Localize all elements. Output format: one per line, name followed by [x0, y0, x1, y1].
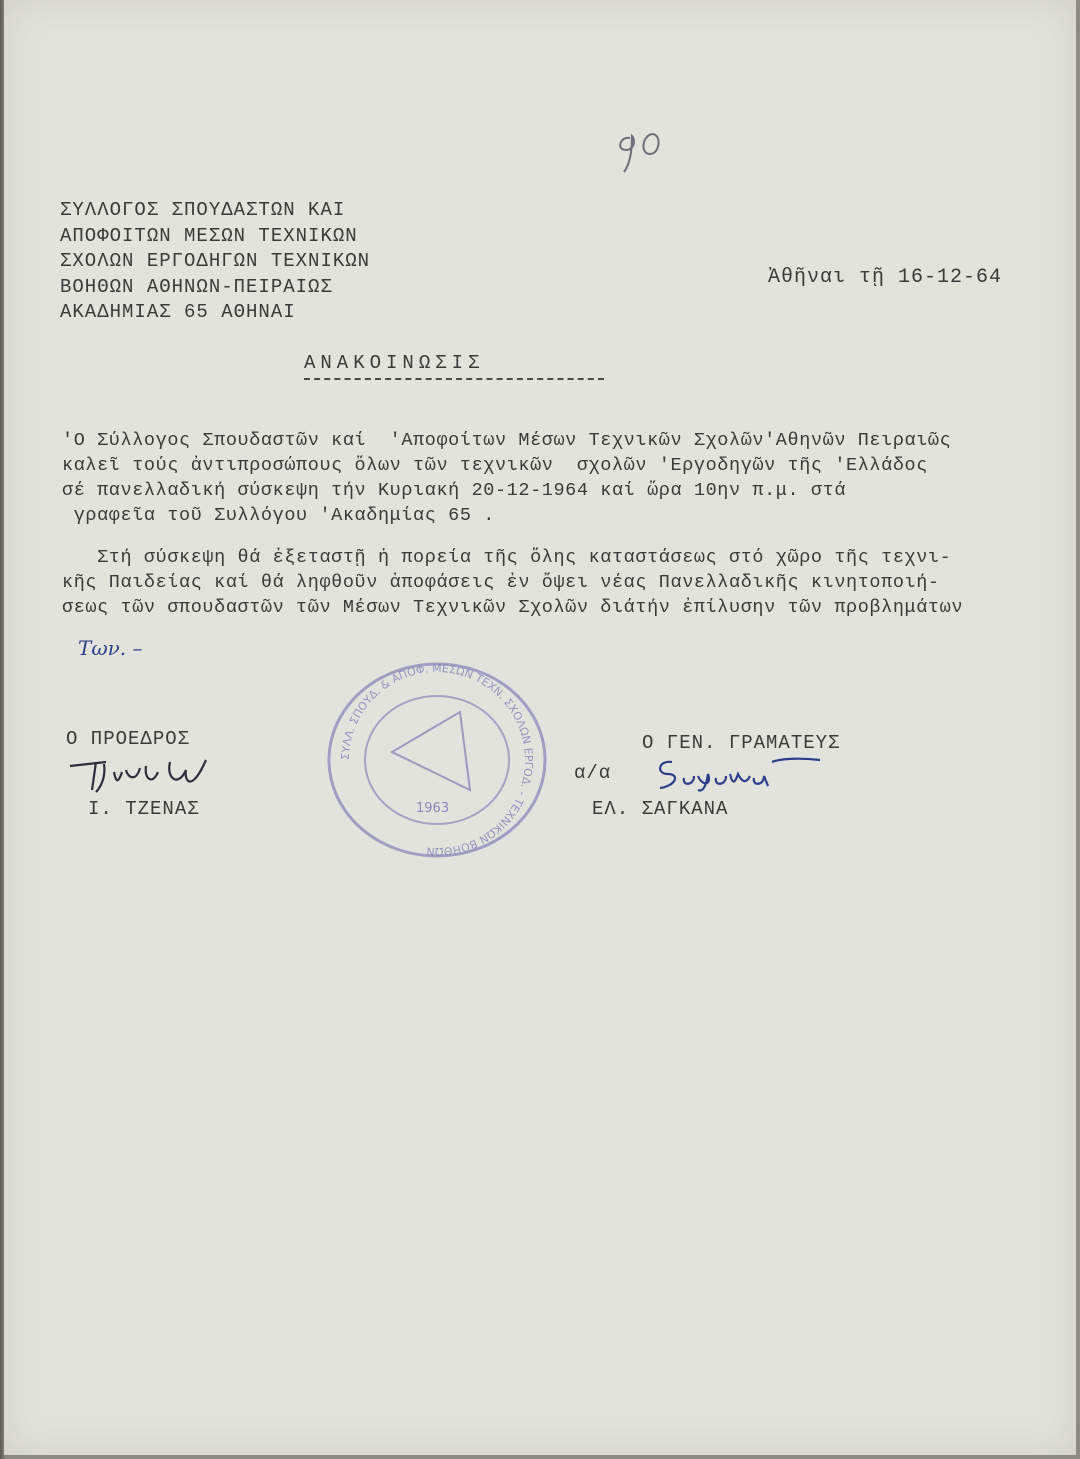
body-line: σέ πανελλαδική σύσκεψη τήν Κυριακή 20-12-1964 καί ὥρα 10ην π.μ. στά [62, 480, 847, 501]
body-line: Στή σύσκεψη θά ἐξεταστῇ ἡ πορεία τῆς ὅλης καταστάσεως στό χῶρο τῆς τεχνι- [62, 547, 952, 568]
sender-line: ΣΧΟΛΩΝ ΕΡΓΟΔΗΓΩΝ ΤΕΧΝΙΚΩΝ [60, 250, 371, 272]
sender-line: ΒΟΗΘΩΝ ΑΘΗΝΩΝ-ΠΕΙΡΑΙΩΣ [60, 275, 333, 298]
body-line: σεως τῶν σπουδαστῶν τῶν Μέσων Τεχνικῶν Σχολῶν διάτήν ἐπίλυσην τῶν προβλημάτων [62, 597, 964, 618]
sender-line: ΣΥΛΛΟΓΟΣ ΣΠΟΥΔΑΣΤΩΝ ΚΑΙ [60, 199, 346, 221]
handwritten-page-number [608, 120, 678, 180]
secretary-signature [654, 752, 824, 792]
body-line: κῆς Παιδείας καί θά ληφθοῦν ἀποφάσεις ἐν ὄψει νέας Πανελλαδικῆς κινητοποιή- [62, 572, 940, 593]
body-line: 'Ο Σύλλογος Σπουδαστῶν καί 'Αποφοίτων Μέσων Τεχνικῶν Σχολῶν'Αθηνῶν Πειραιῶς [62, 430, 952, 451]
sender-block [60, 198, 370, 326]
on-behalf-mark: α/α [574, 762, 612, 784]
title-underline [304, 378, 604, 381]
document-title: ΑΝΑΚΟΙΝΩΣΙΣ [304, 352, 485, 374]
document-date: Ἀθῆναι τῇ 16-12-64 [768, 266, 1003, 289]
secretary-title: Ο ΓΕΝ. ΓΡΑΜΑΤΕΥΣ [642, 732, 841, 754]
president-signature [66, 748, 216, 796]
body-line: γραφεῖα τοῦ Συλλόγου 'Ακαδημίας 65 . [62, 505, 495, 526]
president-name: Ι. ΤΖΕΝΑΣ [88, 798, 200, 820]
handwritten-abbreviation: Των. – [78, 636, 143, 660]
seal-ring-text: ΣΥΛΛ. ΣΠΟΥΔ. & ΑΠΟΦ. ΜΕΣΩΝ ΤΕΧΝ. ΣΧΟΛΩΝ ΕΡΓΟΔ. - ΤΕΧΝΙΚΩΝ ΒΟΗΘΩΝ [338, 661, 536, 859]
paragraph-1 [62, 428, 1072, 528]
president-title: Ο ΠΡΟΕΔΡΟΣ [66, 728, 191, 750]
paragraph-2 [62, 545, 1072, 620]
secretary-name: ΕΛ. ΣΑΓΚΑΝΑ [592, 798, 729, 820]
body-line: καλεῖ τούς ἀντιπροσώπους ὅλων τῶν τεχνικῶν σχολῶν 'Εργοδηγῶν τῆς 'Ελλάδος [62, 455, 928, 476]
sender-line: ΑΠΟΦΟΙΤΩΝ ΜΕΣΩΝ ΤΕΧΝΙΚΩΝ [60, 224, 358, 247]
sender-line: ΑΚΑΔΗΜΙΑΣ 65 ΑΘΗΝΑΙ [60, 301, 296, 323]
svg-text:ΣΥΛΛ. ΣΠΟΥΔ. & ΑΠΟΦ. ΜΕΣΩΝ ΤΕΧ [339, 662, 535, 858]
association-seal [322, 660, 552, 860]
seal-year: 1963 [416, 801, 450, 816]
document-page [4, 0, 1076, 1455]
document-body [62, 428, 1072, 620]
